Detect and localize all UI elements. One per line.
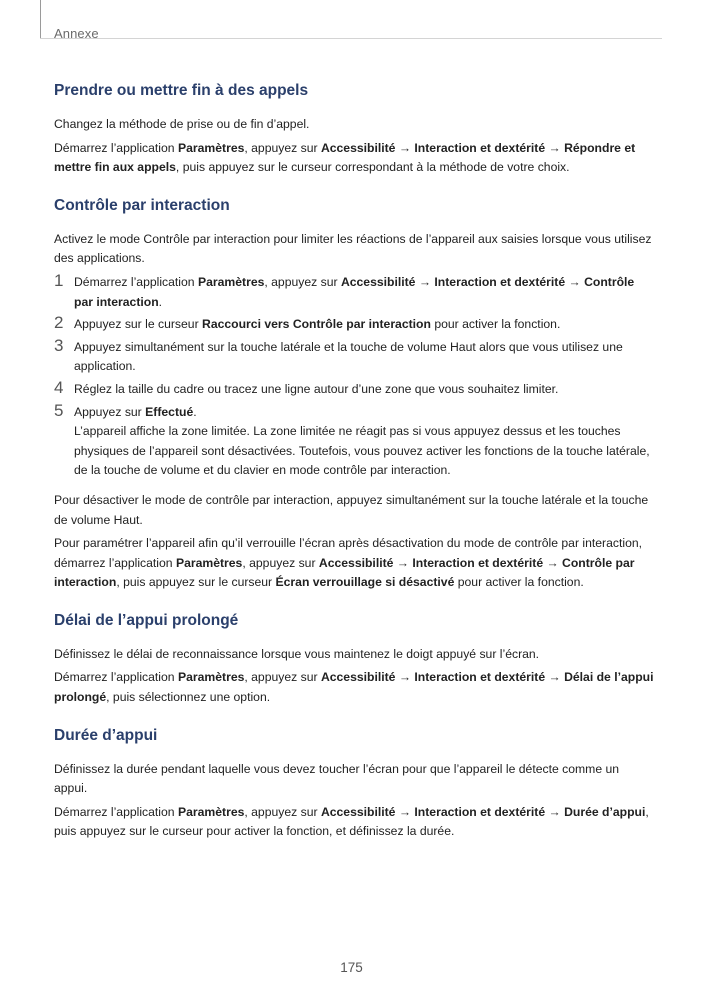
text: , appuyez sur: [264, 274, 341, 289]
text: , puis appuyez sur le curseur: [116, 575, 276, 590]
paragraph: Activez le mode Contrôle par interaction pour limiter les réactions de l’appareil aux saisies lorsque vous utilisez des applications.: [54, 231, 652, 266]
text: Démarrez l’application: [54, 670, 178, 685]
section-title: Prendre ou mettre fin à des appels: [54, 82, 309, 99]
instruction-paragraph: [54, 803, 654, 842]
step-number: 5: [54, 400, 64, 420]
step-number: 2: [54, 313, 64, 333]
text: Démarrez l’application: [54, 804, 178, 819]
paragraph: Changez la méthode de prise ou de fin d’appel.: [54, 117, 310, 131]
step-text: Réglez la taille du cadre ou tracez une ligne autour d’une zone que vous souhaitez limiter.: [74, 381, 559, 396]
text: , appuyez sur: [244, 670, 321, 685]
paragraph: Pour désactiver le mode de contrôle par interaction, appuyez simultanément sur la touche latérale et la touche de volume Haut.: [54, 492, 649, 527]
step-item: [54, 335, 654, 377]
section-title: Durée d’appui: [54, 726, 158, 744]
text: pour activer la fonction.: [454, 575, 584, 590]
section-interaction-control: [54, 195, 654, 593]
menu-path: Accessibilité → Interaction et dextérité → Contrôle par interaction: [74, 274, 635, 309]
menu-path: Paramètres: [177, 140, 245, 155]
section-long-press-delay: [54, 610, 654, 708]
section-calls: [54, 80, 654, 178]
instruction-paragraph: [54, 668, 654, 707]
text: , appuyez sur: [244, 140, 321, 155]
step-number: 1: [54, 270, 64, 290]
page-content: [54, 80, 654, 859]
steps-list: [54, 270, 654, 481]
step-text: [74, 273, 654, 312]
step-text: [74, 315, 654, 335]
menu-path: Effectué: [145, 404, 194, 419]
text: .: [158, 294, 163, 309]
text: Démarrez l’application: [54, 140, 178, 155]
text: , puis appuyez sur le curseur pour activer la fonction, et définissez la durée.: [54, 804, 649, 839]
menu-path: Écran verrouillage si désactivé: [275, 575, 455, 590]
menu-path: Accessibilité → Interaction et dextérité → Délai de l’appui prolongé: [54, 670, 654, 705]
section-tap-duration: [54, 725, 654, 842]
menu-path: Paramètres: [177, 804, 245, 819]
menu-path: Paramètres: [197, 274, 265, 289]
text: , appuyez sur: [244, 804, 321, 819]
text: pour activer la fonction.: [430, 317, 561, 332]
header-horizontal-rule: [40, 38, 662, 39]
text: Démarrez l’application: [74, 274, 198, 289]
step-item: [54, 270, 654, 312]
menu-path: Accessibilité → Interaction et dextérité → Durée d’appui: [320, 804, 646, 819]
step-item: [54, 377, 654, 400]
page-number: 175: [340, 960, 363, 975]
text: Appuyez sur le curseur: [74, 317, 203, 332]
instruction-paragraph: [54, 139, 654, 178]
step-number: 4: [54, 377, 64, 397]
text: Appuyez sur: [74, 404, 146, 419]
paragraph: Définissez le délai de reconnaissance lorsque vous maintenez le doigt appuyé sur l’écran.: [54, 646, 540, 661]
menu-path: Paramètres: [177, 670, 245, 685]
step-text: Appuyez simultanément sur la touche latérale et la touche de volume Haut alors que vous utilisez une application.: [74, 339, 623, 374]
text: , appuyez sur: [242, 555, 319, 570]
text: , puis appuyez sur le curseur correspondant à la méthode de votre choix.: [175, 160, 570, 175]
chapter-label: Annexe: [54, 26, 99, 41]
step-text: [74, 403, 654, 423]
step-item: [54, 315, 654, 335]
section-title: Délai de l’appui prolongé: [54, 611, 239, 629]
section-title: Contrôle par interaction: [54, 196, 230, 214]
header-vertical-rule: [40, 0, 41, 38]
menu-path: Accessibilité → Interaction et dextérité → Contrôle par interaction: [54, 555, 635, 590]
instruction-paragraph: [54, 534, 654, 593]
step-detail: L’appareil affiche la zone limitée. La zone limitée ne réagit pas si vous appuyez dessus et les touches physiques de l’appareil sont désactivées. Toutefois, vous pouvez activer les fonctions de la touche latérale, de la touche de volume et du clavier en mode contrôle par interaction.: [74, 424, 650, 478]
menu-path: Accessibilité → Interaction et dextérité → Répondre et mettre fin aux appels: [54, 140, 636, 175]
step-number: 3: [54, 335, 64, 355]
paragraph: Définissez la durée pendant laquelle vous devez toucher l’écran pour que l’appareil le détecte comme un appui.: [54, 761, 620, 796]
text: Pour paramétrer l’appareil afin qu’il verrouille l’écran après désactivation du mode de contrôle par interaction, démarrez l’application: [54, 536, 643, 570]
menu-path: Paramètres: [175, 555, 243, 570]
text: , puis sélectionnez une option.: [106, 690, 271, 705]
step-item: [54, 400, 654, 481]
text: .: [193, 404, 197, 419]
menu-path: Raccourci vers Contrôle par interaction: [202, 317, 431, 332]
